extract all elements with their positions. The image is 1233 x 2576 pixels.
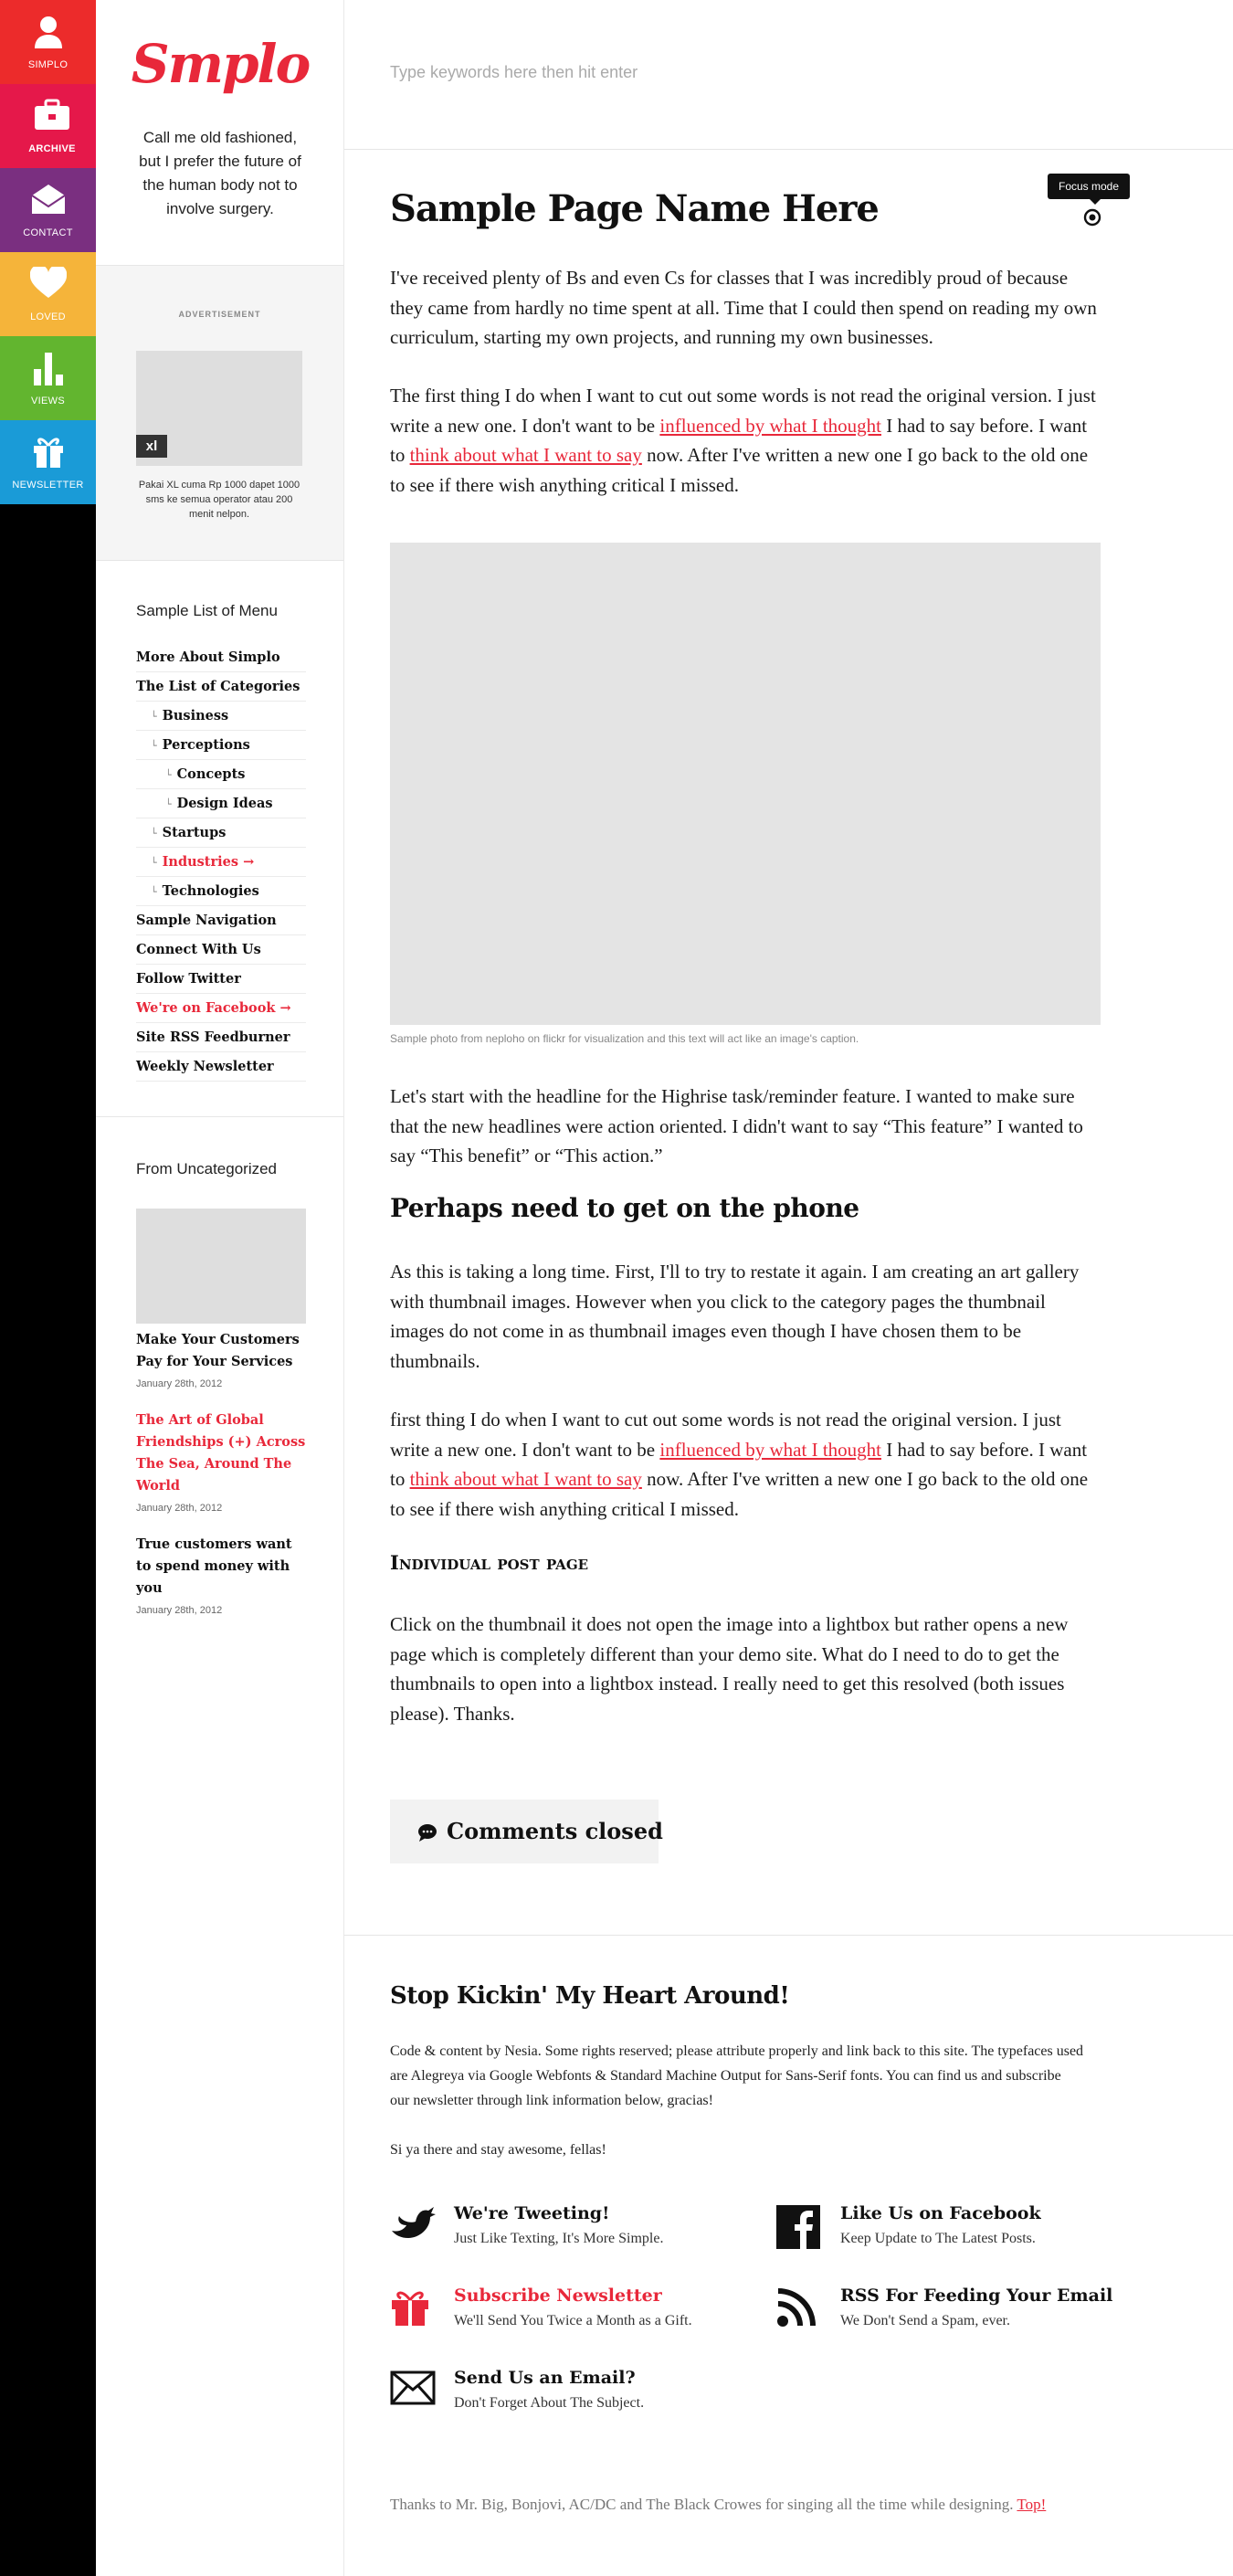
menu-item[interactable]: Connect With Us <box>136 935 306 965</box>
post-date: January 28th, 2012 <box>136 1378 223 1389</box>
rail-item-loved[interactable] <box>0 252 96 336</box>
post-title-link[interactable]: True customers want to spend money with you <box>136 1536 292 1596</box>
list-item <box>136 1409 319 1514</box>
social-title: Send Us an Email? <box>454 2368 636 2388</box>
post-title-link[interactable]: The Art of Global Friendships (+) Across The Sea, Around The World <box>136 1412 306 1494</box>
user-icon <box>33 15 64 49</box>
social-subtitle: We'll Send You Twice a Month as a Gift. <box>454 2313 692 2328</box>
ad-text: Pakai XL cuma Rp 1000 dapet 1000 sms ke semua operator atau 200 menit nelpon. <box>138 480 300 520</box>
post-date: January 28th, 2012 <box>136 1503 223 1514</box>
ad-badge: xl <box>136 435 167 458</box>
ad-label: ADVERTISEMENT <box>178 310 261 319</box>
bar-chart-icon <box>32 351 65 385</box>
footer-credits: Thanks to Mr. Big, Bonjovi, AC/DC and The Black Crowes for singing all the time while designing. Top! <box>390 2496 1047 2513</box>
indent-marker-icon: └ <box>151 886 157 898</box>
social-subtitle: Don't Forget About The Subject. <box>454 2395 645 2411</box>
social-title: Like Us on Facebook <box>840 2203 1041 2223</box>
article-paragraph: I've received plenty of Bs and even Cs for classes that I was incredibly proud of because they came from hardly no time spent at all. Time that I could then spend on reading my own curriculum, starting my own projects, and running my own businesses. <box>390 267 1097 348</box>
photo-caption: Sample photo from neploho on flickr for visualization and this text will act like an image's caption. <box>390 1032 859 1045</box>
indent-marker-icon: └ <box>151 711 157 723</box>
subsection-heading: Individual post page <box>390 1551 589 1574</box>
social-title: RSS For Feeding Your Email <box>840 2286 1113 2306</box>
rail-item-simplo[interactable] <box>0 0 96 84</box>
article-paragraph: The first thing I do when I want to cut out some words is not read the original version. I just write a new one. I don't want to be influenced by what I thought I had to say before. I want to think about what I want to say now. After I've written a new one I go back to the old one to see if there wish anything critical I missed. <box>390 385 1096 496</box>
rail-label: ARCHIVE <box>28 143 76 154</box>
advertisement-box <box>96 265 343 561</box>
indent-marker-icon: └ <box>165 798 172 810</box>
inline-link[interactable]: influenced by what I thought <box>659 1438 881 1461</box>
menu-item[interactable]: Follow Twitter <box>136 965 306 994</box>
envelope-icon <box>390 2370 436 2406</box>
menu-item[interactable]: └ Perceptions <box>136 731 306 760</box>
menu-item[interactable]: Sample Navigation <box>136 906 306 935</box>
article-paragraph: As this is taking a long time. First, I'll to try to restate it again. I am creating an art gallery with thumbnail images. However when you click to the category pages the thumbnail images do not come in as thumbnail images even though I have chosen them to be thumbnails. <box>390 1261 1080 1372</box>
rail-item-contact[interactable] <box>0 168 96 252</box>
social-title: We're Tweeting! <box>454 2203 610 2223</box>
indent-marker-icon: └ <box>151 740 157 752</box>
post-date: January 28th, 2012 <box>136 1605 223 1616</box>
back-to-top-link[interactable]: Top! <box>1017 2496 1047 2513</box>
menu-item[interactable]: └ Concepts <box>136 760 306 789</box>
briefcase-icon <box>33 99 71 132</box>
focus-mode-tooltip: Focus mode <box>1048 174 1130 199</box>
rail-label: NEWSLETTER <box>12 480 84 491</box>
social-rss[interactable] <box>776 2286 1142 2340</box>
icon-rail <box>0 0 96 2576</box>
social-subtitle: Keep Update to The Latest Posts. <box>840 2231 1036 2246</box>
divider <box>96 1116 343 1117</box>
footer-title: Stop Kickin' My Heart Around! <box>390 1982 790 2010</box>
menu-item[interactable]: Site RSS Feedburner <box>136 1023 306 1052</box>
heart-icon <box>30 267 67 300</box>
page-title: Sample Page Name Here <box>390 187 879 230</box>
twitter-bird-icon <box>390 2205 436 2242</box>
social-email[interactable] <box>390 2368 755 2423</box>
rail-label: CONTACT <box>23 227 73 238</box>
comments-closed-box: Comments closed <box>390 1800 659 1863</box>
rail-label: LOVED <box>30 311 66 322</box>
rail-item-archive[interactable] <box>0 84 104 168</box>
rss-icon <box>776 2287 817 2328</box>
site-logo[interactable]: Smplo <box>131 33 310 95</box>
section-heading: Perhaps need to get on the phone <box>390 1193 859 1223</box>
site-tagline: Call me old fashioned, but I prefer the future of the human body not to involve surgery. <box>139 129 301 217</box>
rail-label: SIMPLO <box>27 59 68 70</box>
footer-text: Code & content by Nesia. Some rights reserved; please attribute properly and link back to this site. The typefaces used are Alegreya via Google Webfonts & Standard Machine Output for Sans-Serif fonts. You can find us and subscribe our newsletter through link information below, gracias! <box>390 2043 1084 2108</box>
social-title: Subscribe Newsletter <box>454 2286 662 2306</box>
sidebar <box>96 0 344 2576</box>
rail-item-newsletter[interactable] <box>0 420 96 504</box>
gift-icon <box>32 435 65 470</box>
inline-link[interactable]: think about what I want to say <box>409 444 642 466</box>
envelope-icon <box>30 183 67 216</box>
article-paragraph: first thing I do when I want to cut out some words is not read the original version. I just write a new one. I don't want to be influenced by what I thought I had to say before. I want to think about what I want to say now. After I've written a new one I go back to the old one to see if there wish anything critical I missed. <box>390 1409 1089 1520</box>
menu-item[interactable]: More About Simplo <box>136 643 306 672</box>
menu-item[interactable]: └ Startups <box>136 818 306 848</box>
list-item <box>136 1329 319 1389</box>
indent-marker-icon: └ <box>151 857 157 869</box>
social-newsletter[interactable] <box>390 2286 755 2340</box>
rail-label: VIEWS <box>31 396 65 406</box>
inline-link[interactable]: influenced by what I thought <box>659 414 881 437</box>
post-title-link[interactable]: Make Your Customers Pay for Your Services <box>136 1332 300 1369</box>
gift-icon <box>390 2287 430 2328</box>
focus-mode-icon[interactable] <box>1083 208 1101 227</box>
footer-divider <box>344 1935 1233 1936</box>
menu-item[interactable]: └ Technologies <box>136 877 306 906</box>
article-paragraph: Let's start with the headline for the Highrise task/reminder feature. I wanted to make sure that the new headlines were action oriented. I didn't want to say “This feature” I wanted to say “This benefit” or “This action.” <box>390 1085 1083 1167</box>
recent-widget-title: From Uncategorized <box>136 1160 278 1177</box>
search-input[interactable] <box>390 58 938 86</box>
social-subtitle: We Don't Send a Spam, ever. <box>840 2313 1010 2328</box>
sidebar-menu <box>136 643 306 1082</box>
social-facebook[interactable] <box>776 2203 1142 2258</box>
footer-text: Si ya there and stay awesome, fellas! <box>390 2142 606 2158</box>
rail-item-views[interactable] <box>0 336 96 420</box>
article-paragraph: Click on the thumbnail it does not open the image into a lightbox but rather opens a new page which is completely different than your demo site. What do I need to do to get the thumbnails to open into a lightbox instead. I really need to get this resolved (both issues please). Thanks. <box>390 1613 1069 1725</box>
recent-posts <box>136 1329 319 1636</box>
main-content <box>344 0 1233 2576</box>
menu-widget-title: Sample List of Menu <box>136 602 278 619</box>
menu-item[interactable]: └ Design Ideas <box>136 789 306 818</box>
facebook-icon <box>776 2205 820 2249</box>
menu-item[interactable]: └ Business <box>136 702 306 731</box>
social-twitter[interactable] <box>390 2203 755 2258</box>
social-subtitle: Just Like Texting, It's More Simple. <box>454 2231 664 2246</box>
menu-item-active[interactable]: We're on Facebook → <box>136 994 306 1023</box>
indent-marker-icon: └ <box>165 769 172 781</box>
post-thumbnail[interactable] <box>136 1209 306 1324</box>
list-item <box>136 1534 319 1616</box>
article-photo <box>390 543 1101 1025</box>
indent-marker-icon: └ <box>151 828 157 839</box>
header-divider <box>344 149 1233 150</box>
speech-bubble-icon <box>417 1823 437 1842</box>
inline-link[interactable]: think about what I want to say <box>409 1468 642 1490</box>
menu-item[interactable]: The List of Categories <box>136 672 306 702</box>
menu-item-active[interactable]: └ Industries → <box>136 848 306 877</box>
menu-item[interactable]: Weekly Newsletter <box>136 1052 306 1082</box>
